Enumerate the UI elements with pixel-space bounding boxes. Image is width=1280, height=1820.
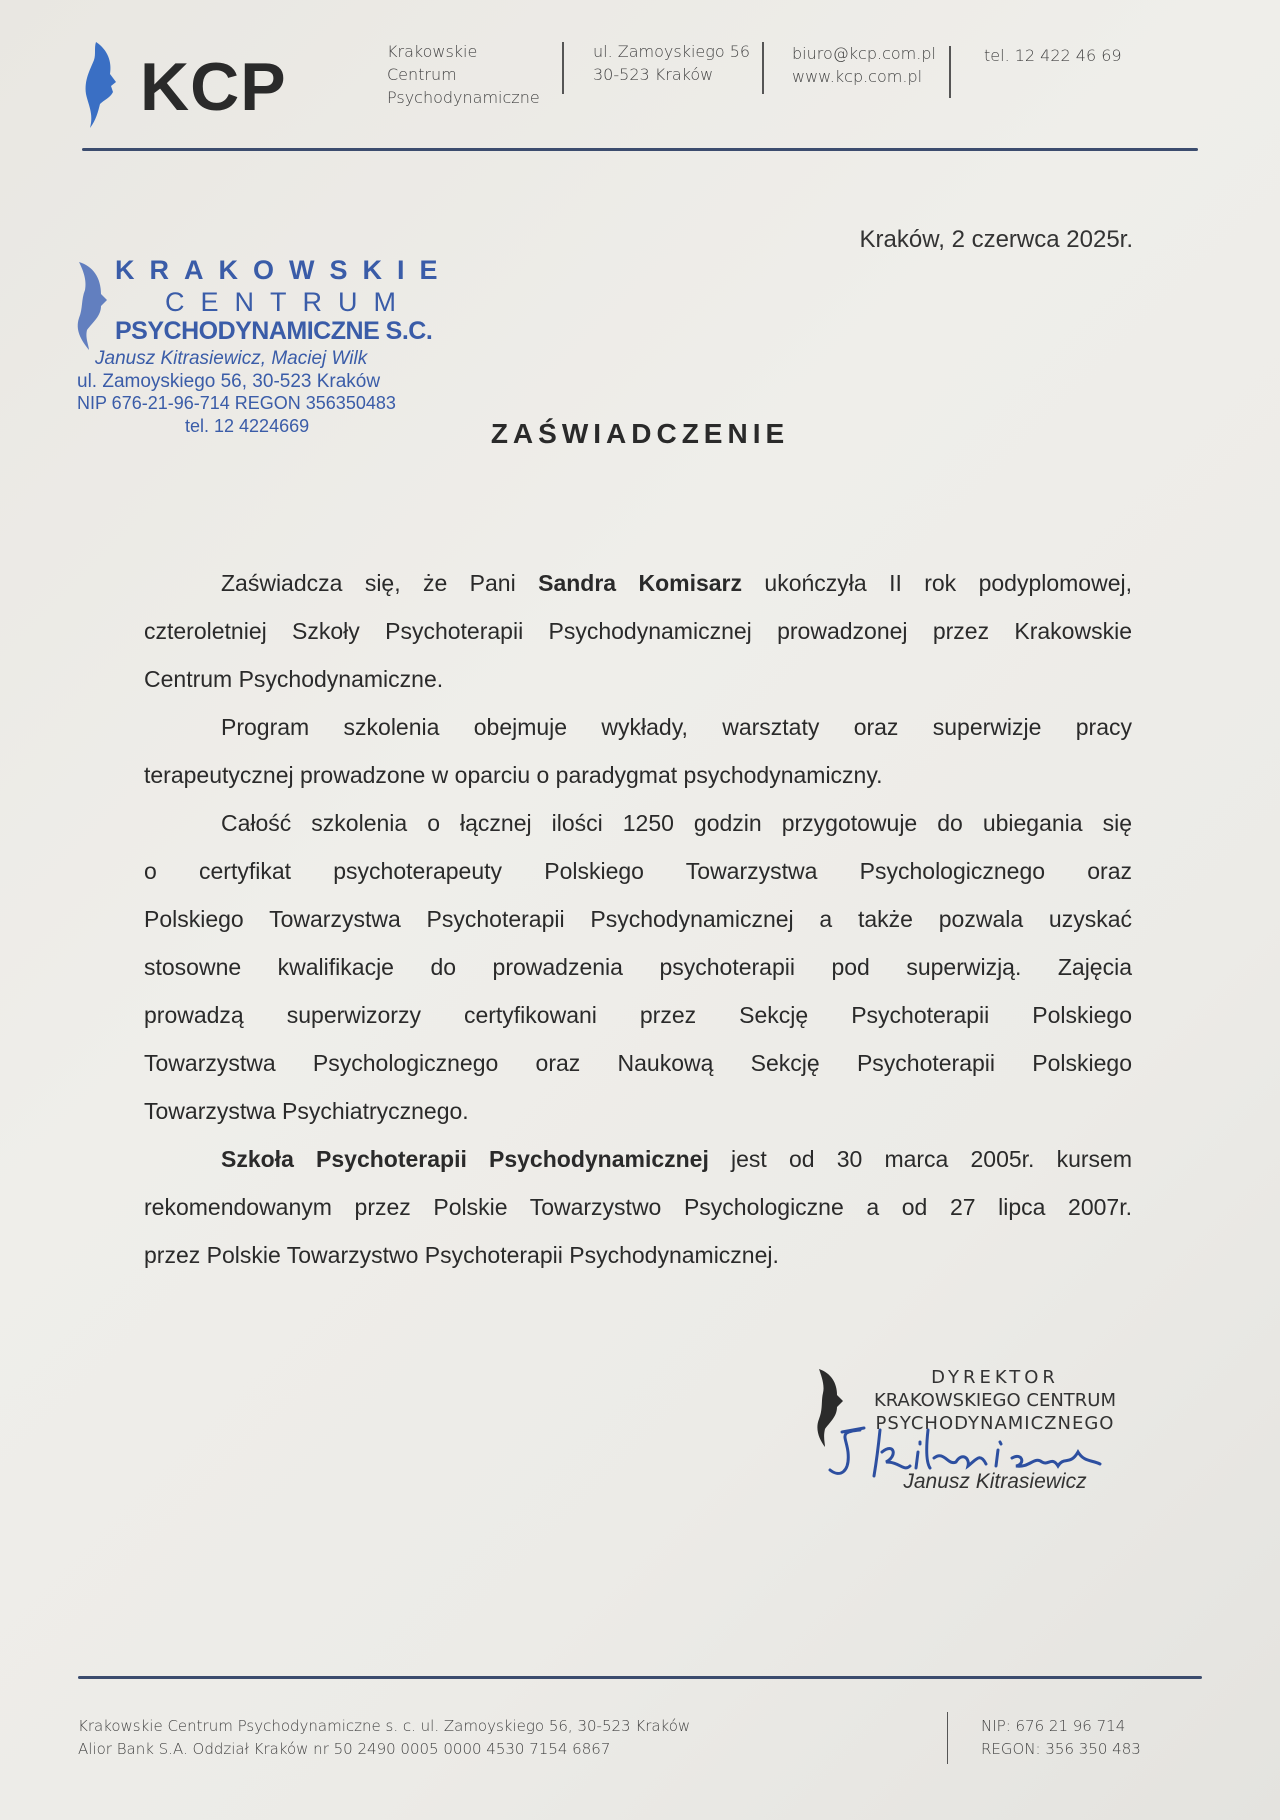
bold-text: Szkoła Psychoterapii Psychodynamicznej <box>221 1146 709 1172</box>
body-line <box>144 662 1132 710</box>
org-line: Krakowskie <box>387 42 478 61</box>
body-line <box>144 1094 1132 1142</box>
body-line <box>144 614 1132 662</box>
header-divider <box>949 46 951 98</box>
body-text: rekomendowanym przez Polskie Towarzystwo Psychologiczne a od 27 lipca 2007r. <box>144 1194 1132 1220</box>
company-stamp <box>75 255 455 445</box>
stamp-line: tel. 12 4224669 <box>185 416 310 436</box>
address-line: 30-523 Kraków <box>593 65 714 84</box>
footer-company-info <box>78 1715 690 1761</box>
regon-number: REGON: 356 350 483 <box>981 1740 1141 1758</box>
body-line <box>144 806 1132 854</box>
email-link[interactable]: biuro@kcp.com.pl <box>792 44 936 63</box>
header-address <box>593 40 750 86</box>
stamp-line: NIP 676-21-96-714 REGON 356350483 <box>77 393 396 413</box>
header-phone: tel. 12 422 46 69 <box>984 46 1122 65</box>
stamp-line: PSYCHODYNAMICZNE S.C. <box>115 317 433 345</box>
signature-block <box>815 1362 1135 1502</box>
body-text: Zaświadcza się, że Pani <box>221 570 539 596</box>
body-line <box>144 1046 1132 1094</box>
body-line <box>144 1190 1132 1238</box>
footer-registration <box>981 1715 1141 1761</box>
stamp-line: Janusz Kitrasiewicz, Maciej Wilk <box>95 348 368 369</box>
logo-text: KCP <box>140 49 287 125</box>
signatory-name: Janusz Kitrasiewicz <box>903 1470 1087 1493</box>
header-contact <box>792 42 936 88</box>
org-line: Psychodynamiczne <box>387 88 540 107</box>
stamp-silhouette-icon <box>75 260 111 352</box>
footer-line: Krakowskie Centrum Psychodynamiczne s. c. ul. Zamoyskiego 56, 30-523 Kraków <box>78 1717 691 1735</box>
org-line: Centrum <box>387 65 457 84</box>
header-org-name <box>387 40 540 109</box>
body-text: Program szkolenia obejmuje wykłady, warsztaty oraz superwizje pracy <box>221 714 1132 740</box>
stamp-line: KRAKOWSKIE <box>115 255 453 285</box>
body-text: stosowne kwalifikacje do prowadzenia psychoterapii pod superwizją. Zajęcia <box>144 954 1132 980</box>
body-line <box>144 1142 1132 1190</box>
body-text: o certyfikat psychoterapeuty Polskiego Towarzystwa Psychologicznego oraz <box>144 858 1132 884</box>
body-line <box>144 710 1132 758</box>
header-rule <box>82 148 1198 151</box>
body-text: ukończyła II rok podyplomowej, <box>742 570 1132 596</box>
letter-date: Kraków, 2 czerwca 2025r. <box>859 226 1133 253</box>
document-title: ZAŚWIADCZENIE <box>490 418 790 449</box>
footer-divider <box>947 1712 948 1764</box>
header-divider <box>762 42 764 94</box>
body-text: Towarzystwa Psychologicznego oraz Naukową Sekcję Psychoterapii Polskiego <box>144 1050 1132 1076</box>
body-text: Całość szkolenia o łącznej ilości 1250 godzin przygotowuje do ubiegania się <box>221 810 1132 836</box>
body-line <box>144 566 1132 614</box>
body-line <box>144 950 1132 998</box>
body-text: jest od 30 marca 2005r. kursem <box>708 1146 1132 1172</box>
nip-number: NIP: 676 21 96 714 <box>981 1717 1126 1735</box>
body-line <box>144 854 1132 902</box>
certificate-body <box>144 566 1132 1286</box>
profile-silhouette-icon <box>82 40 122 130</box>
signature-title-line: DYREKTOR <box>931 1367 1059 1388</box>
body-text: przez Polskie Towarzystwo Psychoterapii Psychodynamicznej. <box>144 1242 779 1268</box>
address-line: ul. Zamoyskiego 56 <box>593 42 751 61</box>
signature-title-line: PSYCHODYNAMICZNEGO <box>875 1413 1115 1434</box>
body-line <box>144 998 1132 1046</box>
body-text: czteroletniej Szkoły Psychoterapii Psychodynamicznej prowadzonej przez Krakowskie <box>144 618 1132 644</box>
signature-title-line: KRAKOWSKIEGO CENTRUM <box>873 1390 1117 1411</box>
header-divider <box>562 42 564 94</box>
body-text: Polskiego Towarzystwa Psychoterapii Psychodynamicznej a także pozwala uzyskać <box>144 906 1132 932</box>
stamp-line: CENTRUM <box>165 287 412 317</box>
body-text: Centrum Psychodynamiczne. <box>144 666 444 692</box>
body-line <box>144 1238 1132 1286</box>
body-line <box>144 758 1132 806</box>
footer-line: Alior Bank S.A. Oddział Kraków nr 50 2490 0005 0000 4530 7154 6867 <box>78 1740 611 1758</box>
bold-text: Sandra Komisarz <box>538 570 743 596</box>
body-line <box>144 902 1132 950</box>
footer-rule <box>78 1676 1202 1679</box>
website-link[interactable]: www.kcp.com.pl <box>792 67 923 86</box>
body-text: terapeutycznej prowadzone w oparciu o paradygmat psychodynamiczny. <box>144 762 883 788</box>
stamp-line: ul. Zamoyskiego 56, 30-523 Kraków <box>77 371 381 392</box>
body-text: Towarzystwa Psychiatrycznego. <box>144 1098 469 1124</box>
body-text: prowadzą superwizorzy certyfikowani przez Sekcję Psychoterapii Polskiego <box>144 1002 1132 1028</box>
